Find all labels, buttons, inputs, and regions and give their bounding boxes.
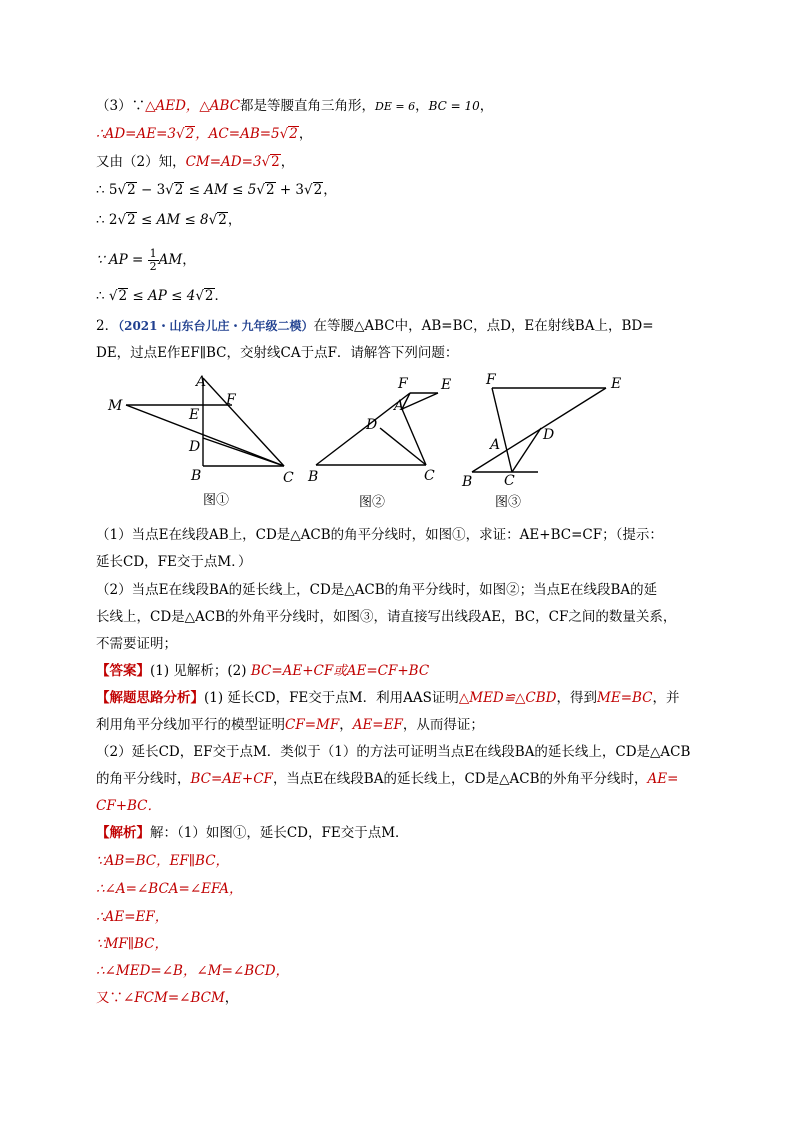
part3-line4: ∴ 5√2 − 3√2 ≤ AM ≤ 5√2 + 3√2， <box>96 182 337 198</box>
part3-line1 <box>96 96 493 117</box>
analysis-text: ，当点E在线段BA的延长线上，CD是△ACB的外角平分线时， <box>272 771 648 787</box>
fig3-label-A: A <box>490 437 501 453</box>
question2-line2 <box>96 607 676 627</box>
fig2-label-E: E <box>441 377 452 393</box>
problem2-stem-line2 <box>96 343 458 363</box>
fig2-label-B: B <box>308 469 319 485</box>
text: ， <box>182 252 196 268</box>
math-text: AM <box>158 252 183 268</box>
answer-line <box>96 661 429 681</box>
text: ， <box>479 98 494 114</box>
fig2-segment-DC <box>380 428 426 465</box>
part3-line6 <box>96 248 196 273</box>
answer-math: BC=AE+CF或AE=CF+BC <box>250 663 430 679</box>
text: （3）∵ <box>96 98 146 114</box>
problem-stem: DE，过点E作EF∥BC，交射线CA于点F．请解答下列问题： <box>96 345 459 361</box>
solution-head <box>96 823 409 843</box>
fig1-label-D: D <box>189 439 201 455</box>
fig3-segment-FC <box>492 388 512 472</box>
sqrt-radicand: 2 <box>313 182 323 198</box>
sqrt-radicand: 2 <box>289 126 298 142</box>
math-text: ≤ AP ≤ 4 <box>128 288 196 304</box>
solution-step1 <box>96 851 229 871</box>
text: ， <box>280 154 295 170</box>
question-text: （2）当点E在线段BA的延长线上，CD是△ACB的角平分线时，如图②；当点E在线段BA的延 <box>96 582 658 598</box>
math-text: ∴AD=AE=3 <box>96 126 176 142</box>
fig3-label-C: C <box>504 473 515 489</box>
fig1-label-E: E <box>189 407 200 423</box>
math-text: ≤ AM ≤ 8 <box>136 212 209 228</box>
solution-math: ∴∠A=∠BCA=∠EFA， <box>96 881 243 897</box>
math-text: △AED，△ABC <box>145 98 241 114</box>
fig1-label-M: M <box>108 398 123 414</box>
solution-text: 又∵ <box>96 990 123 1006</box>
analysis-line3 <box>96 742 690 762</box>
analysis-text: ，从而得证； <box>402 717 484 733</box>
fig1-segment-MC <box>126 405 284 466</box>
analysis-text: ，并 <box>652 690 680 706</box>
question-text: （1）当点E在线段AB上，CD是△ACB的角平分线时，如图①，求证：AE+BC=CF；（提示： <box>96 527 663 543</box>
sqrt-radicand: 2 <box>127 212 136 228</box>
text: ， <box>323 182 337 198</box>
fig1-caption: 图① <box>203 493 230 508</box>
fig2-label-C: C <box>424 468 435 484</box>
math-text: ∴ 2 <box>96 212 118 228</box>
text: 又由（2）知， <box>96 154 186 170</box>
solution-step4 <box>96 934 168 954</box>
solution-step5 <box>96 961 289 981</box>
text: ， <box>227 212 242 228</box>
question-text: 不需要证明； <box>96 636 177 652</box>
math-text: ∴ 5 <box>96 182 118 198</box>
part3-line5: ∴ 2√2 ≤ AM ≤ 8√2， <box>96 212 242 228</box>
analysis-line4 <box>96 769 678 789</box>
fig3-label-D: D <box>543 427 555 443</box>
sqrt-radicand: 2 <box>118 288 128 304</box>
fig2-label-D: D <box>366 417 378 433</box>
analysis-text: 的角平分线时， <box>96 771 191 787</box>
analysis-text: ， <box>339 717 353 733</box>
solution-step3 <box>96 907 168 927</box>
answer-tag: 【答案】 <box>96 663 150 679</box>
problem-number: 2． <box>96 318 119 334</box>
solution-math: ∵MF∥BC， <box>96 936 169 952</box>
part3-line3: 又由（2）知，CM=AD=3√2， <box>96 154 295 170</box>
fig1-label-A: A <box>196 374 207 390</box>
analysis-tag: 【解题思路分析】 <box>96 690 204 706</box>
problem-source: （2021・山东台儿庄・九年级二模） <box>118 319 314 333</box>
question1-line2 <box>96 552 251 572</box>
analysis-text: 利用角平分线加平行的模型证明 <box>96 717 285 733</box>
fig3-segment-CD <box>512 428 541 472</box>
fig1-label-C: C <box>283 470 294 486</box>
solution-math: ∴∠MED=∠B，∠M=∠BCD， <box>96 963 290 979</box>
fig2-label-A: A <box>394 398 405 414</box>
analysis-line5 <box>96 796 161 816</box>
problem2-stem-line1 <box>96 316 654 336</box>
fig3-caption: 图③ <box>495 495 522 510</box>
sqrt-radicand: 2 <box>271 154 280 170</box>
figure-3 <box>472 388 606 472</box>
solution-math: ∴AE=EF， <box>96 909 169 925</box>
question1-line1 <box>96 525 663 545</box>
math-text: BC = 10 <box>428 99 480 113</box>
text: ． <box>214 288 229 304</box>
analysis-math: CF+BC． <box>96 798 162 814</box>
sqrt-radicand: 2 <box>218 212 227 228</box>
analysis-math: AE=EF <box>352 717 403 733</box>
problem-stem: 在等腰△ABC中，AB=BC，点D，E在射线BA上，BD= <box>313 318 654 334</box>
math-text: + 3 <box>275 182 305 198</box>
math-text: CM=AD=3 <box>185 154 262 170</box>
analysis-math: BC=AE+CF <box>190 771 273 787</box>
fig1-label-F: F <box>226 392 236 408</box>
analysis-line2 <box>96 715 484 735</box>
sqrt-radicand: 2 <box>174 182 184 198</box>
question-text: 长线上，CD是△ACB的外角平分线时，如图③，请直接写出线段AE，BC，CF之间的数量关系， <box>96 609 677 625</box>
question2-line3 <box>96 634 177 654</box>
text: 都是等腰直角三角形， <box>240 98 376 114</box>
text: ， <box>298 126 313 142</box>
math-text: ≤ AM ≤ 5 <box>184 182 257 198</box>
fig1-segment-AC <box>203 378 284 466</box>
sqrt-radicand: 2 <box>265 182 275 198</box>
math-text: ，AC=AB=5 <box>195 126 280 142</box>
fig2-label-F: F <box>398 376 408 392</box>
sqrt-radicand: 2 <box>127 182 136 198</box>
analysis-text: （2）延长CD，EF交于点M．类似于（1）的方法可证明当点E在线段BA的延长线上，CD是△ACB <box>96 744 691 760</box>
fig1-label-B: B <box>191 468 202 484</box>
solution-text: ， <box>224 990 239 1006</box>
analysis-math: ME=BC <box>597 690 653 706</box>
text: ， <box>415 98 429 114</box>
solution-math: ∵AB=BC，EF∥BC， <box>96 853 230 869</box>
answer-text: (1) 见解析；(2) <box>150 663 251 679</box>
figure-1-labels <box>107 374 294 508</box>
fraction-denominator: 2 <box>149 260 157 273</box>
solution-text: 解：（1）如图①，延长CD，FE交于点M． <box>150 825 409 841</box>
fig2-segment-CA <box>402 409 426 465</box>
analysis-math: △MED≌△CBD <box>458 690 557 706</box>
sqrt-radicand: 2 <box>204 288 214 304</box>
math-text: − 3 <box>136 182 166 198</box>
math-text: ∴ <box>96 288 109 304</box>
fig3-label-E: E <box>611 376 622 392</box>
math-text: DE = 6 <box>375 100 416 113</box>
fraction-numerator: 1 <box>149 247 157 260</box>
math-text: ∵ AP = <box>96 252 144 268</box>
figures-svg <box>0 368 794 518</box>
question2-line1 <box>96 580 657 600</box>
analysis-math: AE= <box>647 771 679 787</box>
fig3-label-B: B <box>462 474 473 490</box>
analysis-math: CF=MF <box>285 717 340 733</box>
fraction <box>148 248 159 273</box>
solution-step2 <box>96 879 242 899</box>
solution-tag: 【解析】 <box>96 825 150 841</box>
sqrt-radicand: 2 <box>185 126 195 142</box>
analysis-line1 <box>96 688 680 708</box>
fig3-label-F: F <box>486 372 496 388</box>
fig2-caption: 图② <box>359 495 386 510</box>
solution-step6 <box>96 988 238 1008</box>
analysis-text: ，得到 <box>556 690 598 706</box>
part3-line7: ∴ √2 ≤ AP ≤ 4√2． <box>96 288 229 304</box>
part3-line2: ∴AD=AE=3√2，AC=AB=5√2， <box>96 126 313 142</box>
figure-1 <box>126 378 284 466</box>
solution-math: ∠FCM=∠BCM <box>123 990 225 1006</box>
question-text: 延长CD，FE交于点M．） <box>96 554 252 570</box>
analysis-text: (1) 延长CD，FE交于点M．利用AAS证明 <box>204 690 459 706</box>
